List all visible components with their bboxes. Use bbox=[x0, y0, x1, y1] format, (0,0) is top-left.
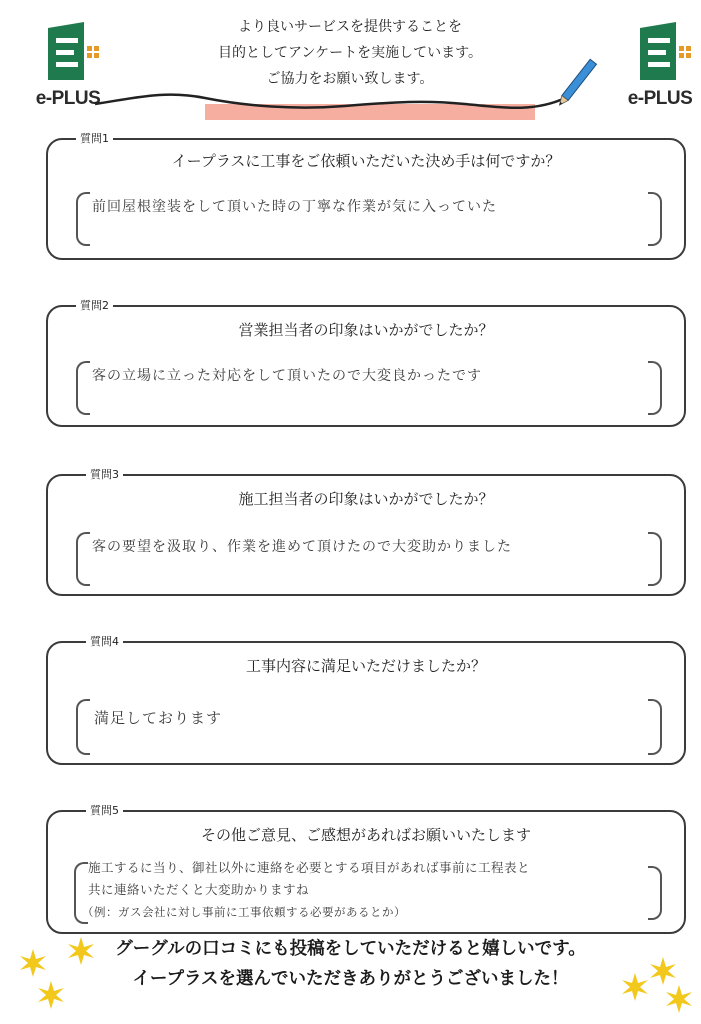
bracket-left bbox=[76, 699, 90, 755]
question-4-label: 質問4 bbox=[86, 633, 123, 649]
question-5-title: その他ご意見、ご感想があればお願いいたします bbox=[200, 826, 531, 844]
question-5-label: 質問5 bbox=[86, 802, 123, 818]
flower-icon bbox=[36, 980, 66, 1010]
bracket-right bbox=[648, 699, 662, 755]
eplus-logo-icon bbox=[636, 20, 692, 82]
question-2-box bbox=[46, 305, 686, 427]
flower-icon bbox=[18, 948, 48, 978]
question-5-answer-line-2: 共に連絡いただくと大変助かりますね bbox=[88, 882, 310, 897]
question-3-title: 施工担当者の印象はいかがでしたか？ bbox=[238, 490, 494, 508]
bracket-right bbox=[648, 361, 662, 415]
question-5-answer-line-1: 施工するに当り、御社以外に連絡を必要とする項目があれば事前に工程表と bbox=[88, 860, 531, 875]
flower-icon bbox=[648, 956, 678, 986]
flower-icon bbox=[620, 972, 650, 1002]
bracket-left bbox=[76, 361, 90, 415]
intro-line: より良いサービスを提供することを bbox=[238, 19, 462, 35]
question-3-box bbox=[46, 474, 686, 596]
question-4-box bbox=[46, 641, 686, 765]
question-1-box bbox=[46, 138, 686, 260]
closing-line-1: グーグルの口コミにも投稿をしていただけると嬉しいです。 bbox=[115, 939, 586, 959]
bracket-right bbox=[648, 532, 662, 586]
brand-name: e-PLUS bbox=[627, 88, 693, 109]
question-5-box bbox=[46, 810, 686, 934]
brand-name: e-PLUS bbox=[35, 88, 101, 109]
question-1-label: 質問1 bbox=[76, 130, 113, 146]
question-3-label: 質問3 bbox=[86, 466, 123, 482]
question-5-answer-line-3: （例：ガス会社に対し事前に工事依頼する必要があるとか） bbox=[82, 905, 406, 919]
survey-intro bbox=[160, 14, 540, 92]
closing-message bbox=[0, 934, 701, 994]
question-1-title: イープラスに工事をご依頼いただいた決め手は何ですか？ bbox=[171, 152, 561, 170]
bracket-left bbox=[76, 192, 90, 246]
closing-line-2: イープラスを選んでいただきありがとうございました！ bbox=[132, 969, 569, 989]
brand-logo-right bbox=[612, 18, 701, 118]
question-1-answer: 前回屋根塗装をして頂いた時の丁寧な作業が気に入っていた bbox=[92, 199, 497, 215]
bracket-right bbox=[648, 192, 662, 246]
flower-icon bbox=[664, 984, 694, 1014]
bracket-left bbox=[76, 532, 90, 586]
question-2-label: 質問2 bbox=[76, 297, 113, 313]
question-2-title: 営業担当者の印象はいかがでしたか？ bbox=[238, 321, 494, 339]
bracket-right bbox=[648, 866, 662, 920]
question-4-title: 工事内容に満足いただけましたか？ bbox=[245, 657, 486, 675]
question-4-answer: 満足しております bbox=[94, 709, 223, 727]
intro-line: ご協力をお願い致します。 bbox=[266, 71, 434, 87]
flower-icon bbox=[66, 936, 96, 966]
eplus-logo-icon bbox=[44, 20, 100, 82]
intro-line: 目的としてアンケートを実施しています。 bbox=[217, 45, 483, 61]
question-2-answer: 客の立場に立った対応をして頂いたので大変良かったです bbox=[92, 368, 482, 384]
question-3-answer: 客の要望を汲取り、作業を進めて頂けたので大変助かりました bbox=[92, 539, 512, 555]
